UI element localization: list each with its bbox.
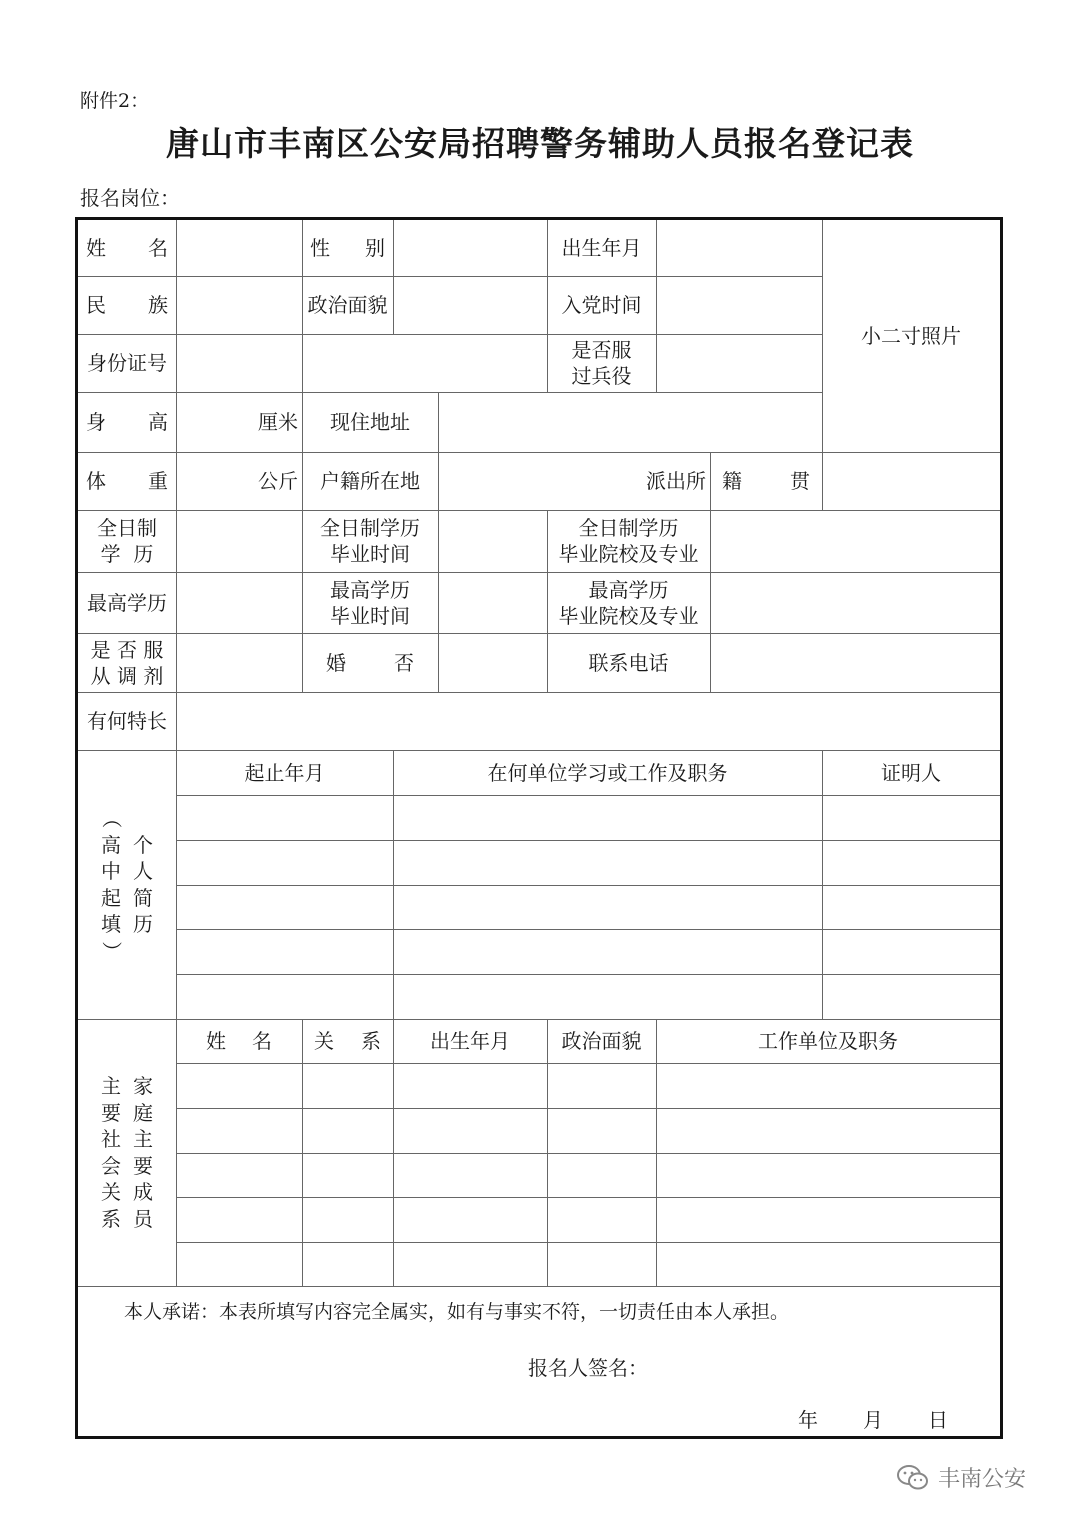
family-header-work: 工作单位及职务 [758,1029,898,1053]
highest-grad-time-label: 最高学历 毕业时间 [330,577,410,628]
birth-input[interactable] [657,221,822,276]
wechat-icon [896,1464,930,1492]
marriage-label: 婚 否 [326,650,414,675]
ethnic-label: 民 族 [86,293,168,317]
resume-row[interactable] [177,975,1000,1019]
watermark [896,1462,1026,1493]
date-month: 月 [863,1408,883,1432]
name-label: 姓 名 [86,236,168,260]
native-input[interactable] [823,453,1000,510]
hukou-input[interactable] [438,452,706,510]
resume-section-label [78,750,176,1019]
family-row[interactable] [177,1154,1000,1197]
date-year: 年 [798,1408,818,1432]
attachment-label: 附件2： [80,90,150,112]
row-line [78,1286,1000,1287]
adjust-label: 是 否 服 从 调 剂 [90,637,164,688]
signature-input[interactable] [650,1348,950,1380]
phone-label: 联系电话 [588,650,669,675]
hukou-label: 户籍所在地 [320,469,420,493]
gender-input[interactable] [394,221,547,276]
resume-label-col-2: （ 高 中 起 填 ） [99,808,124,961]
id-input[interactable] [177,335,547,392]
pledge-text: 本人承诺：本表所填写内容完全属实，如有与事实不符，一切责任由本人承担。 [124,1301,790,1323]
birth-label: 出生年月 [561,236,642,260]
family-header-name: 姓 名 [206,1029,272,1053]
highest-grad-time-input[interactable] [439,573,547,633]
military-input[interactable] [657,335,822,392]
political-label: 政治面貌 [307,293,388,317]
resume-row[interactable] [177,841,1000,885]
fulltime-edu-input[interactable] [177,511,302,572]
specialty-label: 有何特长 [87,709,167,733]
fulltime-grad-time-label: 全日制学历 毕业时间 [320,516,420,566]
date-day: 日 [928,1408,948,1432]
address-label: 现住地址 [330,410,410,434]
height-label: 身 高 [86,410,168,434]
weight-unit: 公斤 [258,469,298,493]
fulltime-edu-label: 全日制 学 历 [97,516,157,566]
family-header-birth: 出生年月 [430,1029,510,1053]
resume-row[interactable] [177,796,1000,840]
highest-school-label: 最高学历 毕业院校及专业 [558,577,699,628]
fulltime-school-label: 全日制学历 毕业院校及专业 [558,516,699,566]
native-label: 籍 贯 [722,469,810,493]
resume-header-unit: 在何单位学习或工作及职务 [487,760,728,785]
id-label: 身份证号 [87,351,167,375]
watermark-text: 丰南公安 [938,1467,1027,1492]
family-header-political: 政治面貌 [561,1029,642,1053]
weight-input[interactable] [176,452,298,510]
military-label: 是否服 过兵役 [571,338,632,388]
highest-edu-label: 最高学历 [87,590,167,615]
family-row[interactable] [177,1243,1000,1286]
photo-box: 小二寸照片 [861,324,961,348]
resume-row[interactable] [177,930,1000,974]
signature-label: 报名人签名： [528,1356,648,1380]
family-header-relation: 关 系 [314,1029,381,1053]
sign-date [798,1404,948,1433]
family-label-col-1: 家 庭 主 要 成 员 [133,1074,153,1231]
post-input[interactable] [180,188,580,212]
family-label-col-2: 主 要 社 会 关 系 [101,1074,121,1231]
family-section-label [78,1063,176,1286]
resume-label-col-1: 个 人 简 历 [133,832,153,936]
post-field [80,182,580,212]
form-title: 唐山市丰南区公安局招聘警务辅助人员报名登记表 [166,124,914,163]
fulltime-school-input[interactable] [711,511,1000,572]
family-row[interactable] [177,1198,1000,1242]
family-row[interactable] [177,1064,1000,1108]
adjust-input[interactable] [177,634,302,692]
specialty-input[interactable] [177,693,1000,750]
address-input[interactable] [439,393,822,452]
weight-label: 体 重 [86,469,168,493]
political-input[interactable] [394,277,547,334]
fulltime-grad-time-input[interactable] [439,511,547,572]
party-join-input[interactable] [657,277,822,334]
highest-school-input[interactable] [711,573,1000,633]
resume-row[interactable] [177,886,1000,929]
gender-label: 性 别 [310,236,385,260]
resume-header-witness: 证明人 [881,760,941,785]
height-unit: 厘米 [258,410,298,434]
marriage-input[interactable] [439,634,547,692]
ethnic-input[interactable] [177,277,302,334]
police-station-label: 派出所 [646,469,706,493]
phone-input[interactable] [711,634,1000,692]
resume-header-period: 起止年月 [244,760,325,785]
name-input[interactable] [177,221,302,276]
highest-edu-input[interactable] [177,573,302,633]
family-row[interactable] [177,1109,1000,1153]
post-label: 报名岗位： [80,186,180,210]
party-join-label: 入党时间 [561,293,642,317]
height-input[interactable] [176,392,298,452]
